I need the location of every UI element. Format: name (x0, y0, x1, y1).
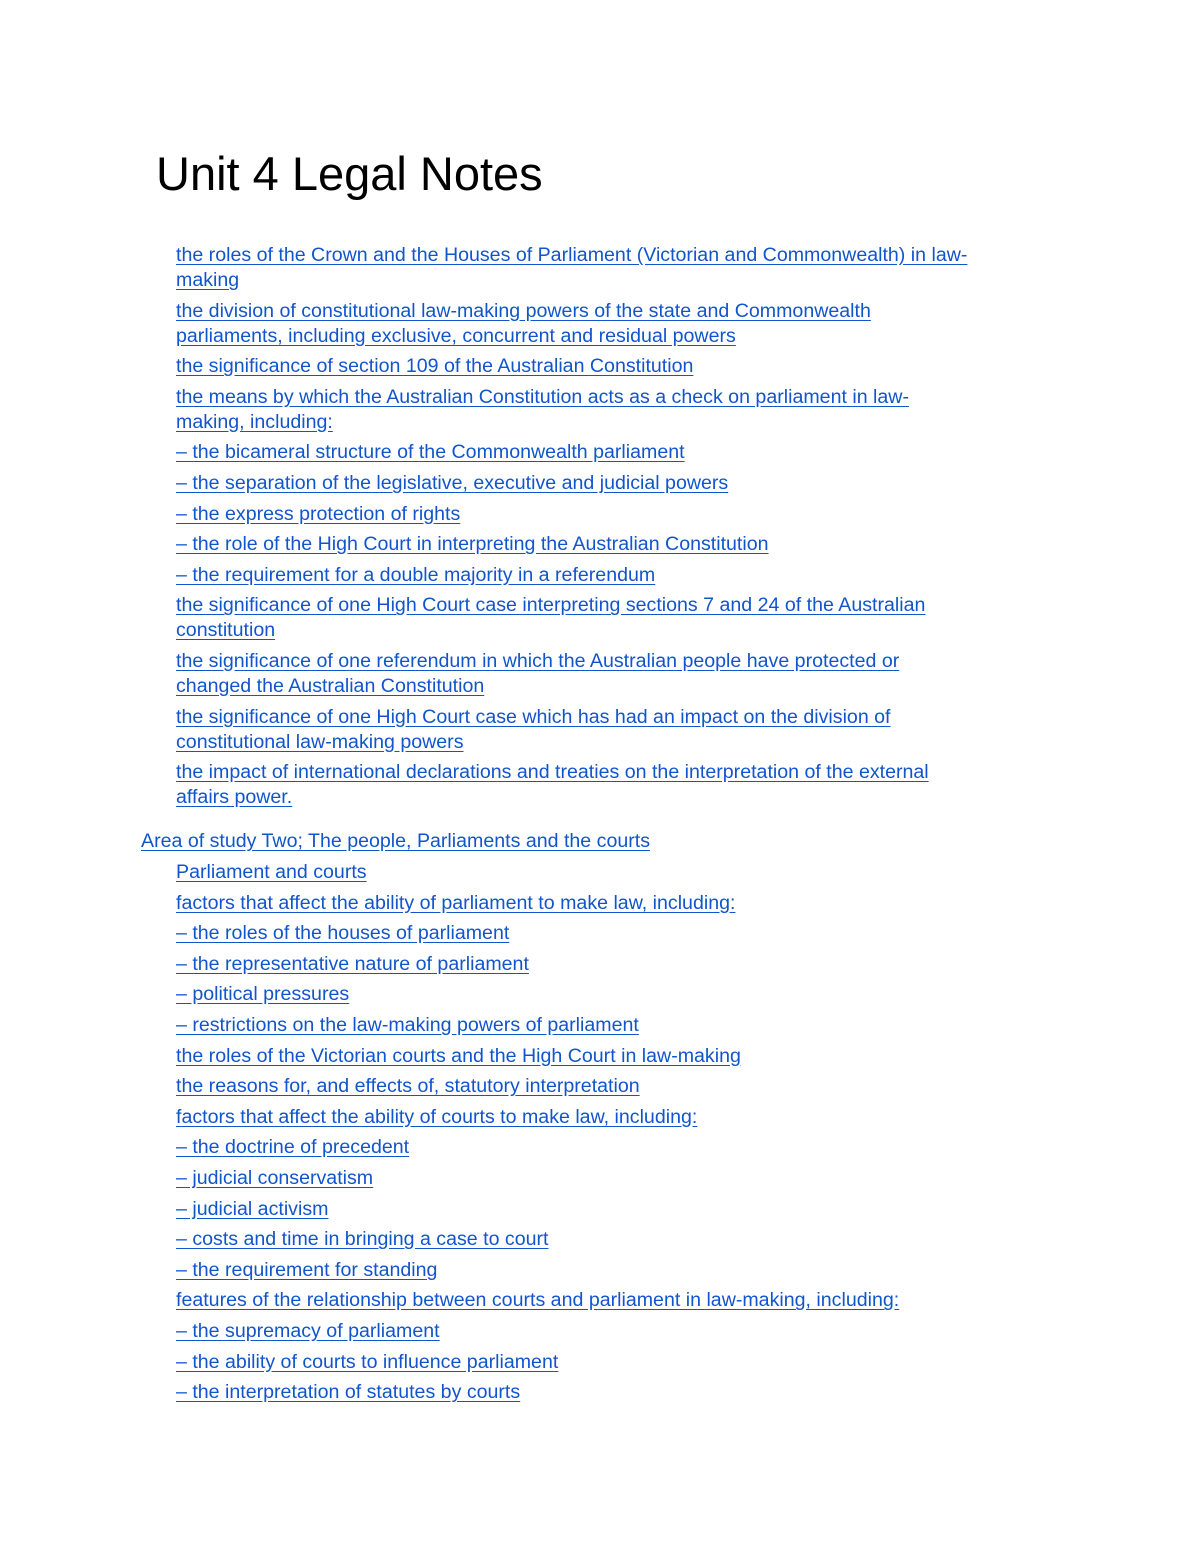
outline-item-link[interactable] (176, 1350, 1076, 1375)
outline-item-line: making, including: (176, 410, 333, 433)
outline-item-link[interactable] (176, 1044, 1076, 1069)
outline-item-line: – the ability of courts to influence parliament (176, 1350, 559, 1373)
outline-item-link[interactable] (176, 532, 1076, 557)
outline-item-line: the roles of the Victorian courts and the High Court in law-making (176, 1044, 741, 1067)
outline-item-line: the significance of one High Court case interpreting sections 7 and 24 of the Australian (176, 594, 926, 617)
section-heading-link[interactable]: Area of study Two; The people, Parliaments and the courts (141, 830, 651, 852)
outline-item-line: the significance of one High Court case which has had an impact on the division of (176, 705, 891, 728)
outline-item-link[interactable] (176, 563, 1076, 588)
outline-item-link[interactable] (176, 299, 1076, 349)
outline-item-link[interactable] (176, 471, 1076, 496)
outline-item-line: – the role of the High Court in interpreting the Australian Constitution (176, 533, 769, 556)
outline-item-line: features of the relationship between courts and parliament in law-making, including: (176, 1289, 900, 1312)
outline-item-line: – the roles of the houses of parliament (176, 922, 510, 945)
outline-item-line: – the bicameral structure of the Commonwealth parliament (176, 441, 685, 464)
outline-item-link[interactable] (176, 1319, 1076, 1344)
outline-item-link[interactable] (176, 952, 1076, 977)
outline-item-line: – the doctrine of precedent (176, 1136, 410, 1159)
outline-item-link[interactable] (176, 1135, 1076, 1160)
outline-item-line: constitution (176, 619, 276, 642)
outline-item-line: the significance of section 109 of the Australian Constitution (176, 355, 694, 378)
outline-list-part1 (176, 243, 1076, 816)
outline-item-line: the significance of one referendum in which the Australian people have protected or (176, 649, 900, 672)
outline-item-line: affairs power. (176, 786, 293, 809)
outline-item-link[interactable] (176, 891, 1076, 916)
outline-item-line: – political pressures (176, 983, 350, 1006)
outline-item-link[interactable] (176, 1380, 1076, 1405)
outline-item-line: parliaments, including exclusive, concurrent and residual powers (176, 324, 736, 347)
outline-item-line: – the requirement for a double majority in a referendum (176, 563, 656, 586)
outline-item-line: constitutional law-making powers (176, 730, 464, 753)
outline-item-link[interactable] (176, 385, 1076, 435)
outline-item-link[interactable] (176, 1166, 1076, 1191)
outline-item-link[interactable] (176, 921, 1076, 946)
outline-item-link[interactable] (176, 1105, 1076, 1130)
outline-item-link[interactable] (176, 649, 1076, 699)
outline-item-link[interactable] (176, 760, 1076, 810)
outline-item-link[interactable] (176, 243, 1076, 293)
outline-item-link[interactable] (176, 1288, 1076, 1313)
outline-list-part2 (176, 860, 1076, 1411)
outline-item-line: – judicial activism (176, 1197, 329, 1220)
outline-item-line: the division of constitutional law-making powers of the state and Commonwealth (176, 299, 871, 322)
outline-item-line: the roles of the Crown and the Houses of Parliament (Victorian and Commonwealth) in law- (176, 244, 968, 266)
outline-item-line: – the supremacy of parliament (176, 1319, 440, 1342)
outline-item-link[interactable] (176, 1227, 1076, 1252)
outline-item-link[interactable] (176, 1013, 1076, 1038)
page-title: Unit 4 Legal Notes (156, 147, 543, 200)
outline-item-line: – the separation of the legislative, executive and judicial powers (176, 471, 729, 494)
outline-item-link[interactable] (176, 1258, 1076, 1283)
outline-item-line: Parliament and courts (176, 861, 367, 883)
outline-item-line: – the requirement for standing (176, 1258, 438, 1281)
outline-item-line: – the interpretation of statutes by courts (176, 1381, 521, 1404)
outline-item-link[interactable] (176, 354, 1076, 379)
outline-item-link[interactable] (176, 1197, 1076, 1222)
outline-item-link[interactable] (176, 593, 1076, 643)
outline-item-line: factors that affect the ability of courts to make law, including: (176, 1105, 698, 1128)
outline-item-line: – judicial conservatism (176, 1166, 374, 1189)
outline-item-line: – the representative nature of parliament (176, 952, 529, 975)
outline-item-line: factors that affect the ability of parliament to make law, including: (176, 891, 736, 914)
outline-item-line: the impact of international declarations and treaties on the interpretation of the external (176, 761, 929, 784)
outline-item-line: – costs and time in bringing a case to court (176, 1228, 549, 1251)
outline-item-line: changed the Australian Constitution (176, 674, 485, 697)
outline-item-line: making (176, 269, 240, 291)
outline-item-link[interactable] (176, 440, 1076, 465)
outline-item-link[interactable] (176, 982, 1076, 1007)
outline-item-link[interactable] (176, 860, 1076, 885)
outline-item-line: – restrictions on the law-making powers of parliament (176, 1013, 639, 1036)
outline-item-line: the reasons for, and effects of, statutory interpretation (176, 1075, 640, 1098)
outline-item-link[interactable] (176, 1074, 1076, 1099)
outline-item-link[interactable] (176, 502, 1076, 527)
outline-item-line: the means by which the Australian Constitution acts as a check on parliament in law- (176, 385, 909, 408)
outline-item-link[interactable] (176, 705, 1076, 755)
outline-item-line: – the express protection of rights (176, 502, 461, 525)
